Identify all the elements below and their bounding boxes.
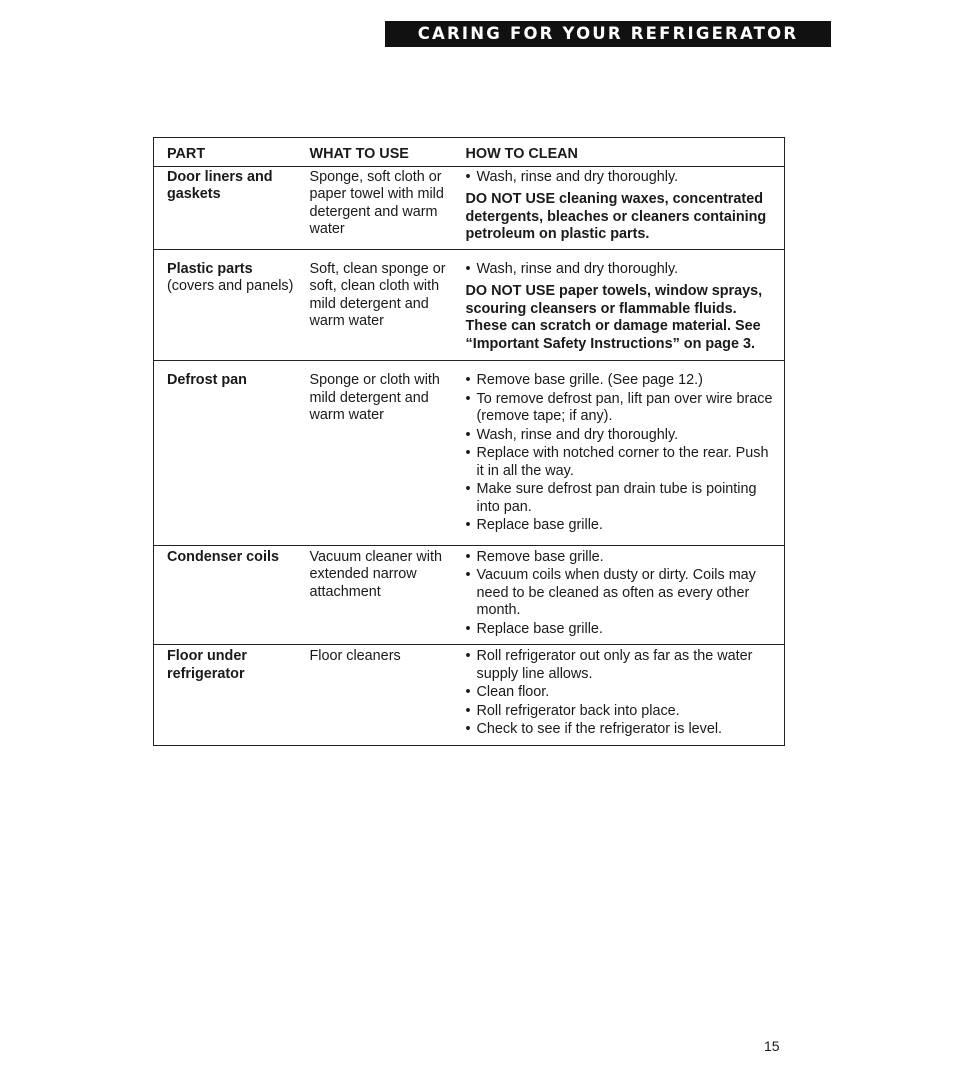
warning-text: DO NOT USE paper towels, window sprays, scouring cleansers or flammable fluids. These can scratch or damage material. See “Important Safety Instructions” on page 3. bbox=[465, 283, 763, 352]
cleaning-step: • Replace with notched corner to the rear. Push it in all the way. bbox=[466, 445, 775, 480]
cleaning-step: • Roll refrigerator out only as far as the water supply line allows. bbox=[466, 648, 775, 683]
cell-how-to-clean bbox=[466, 545, 785, 645]
header-part: PART bbox=[167, 146, 206, 162]
cleaning-step: • Vacuum coils when dusty or dirty. Coils may need to be cleaned as often as every other month. bbox=[466, 567, 775, 620]
table-row bbox=[154, 645, 785, 746]
header-what-to-use: WHAT TO USE bbox=[309, 146, 409, 162]
cell-how-to-clean bbox=[466, 645, 785, 746]
header-how-to-clean: HOW TO CLEAN bbox=[465, 146, 578, 162]
cleaning-step: • Remove base grille. bbox=[466, 549, 775, 567]
cell-what-to-use: Floor cleaners bbox=[310, 645, 466, 746]
table-row bbox=[154, 249, 785, 361]
cleaning-steps bbox=[466, 169, 775, 187]
table-body bbox=[154, 166, 785, 745]
cleaning-step: • Replace base grille. bbox=[466, 517, 775, 535]
cleaning-step: • Make sure defrost pan drain tube is pointing into pan. bbox=[466, 481, 775, 516]
part-name: Plastic parts bbox=[167, 260, 253, 277]
cell-what-to-use: Sponge, soft cloth or paper towel with mild detergent and warm water bbox=[310, 166, 466, 249]
table-row bbox=[154, 545, 785, 645]
cleaning-step: • Check to see if the refrigerator is level. bbox=[466, 721, 775, 739]
cleaning-step: • Clean floor. bbox=[466, 684, 775, 702]
cleaning-step: • Wash, rinse and dry thoroughly. bbox=[466, 427, 775, 445]
cell-how-to-clean bbox=[466, 361, 785, 546]
cell-part bbox=[154, 645, 310, 746]
cell-part bbox=[154, 545, 310, 645]
cleaning-steps bbox=[466, 261, 775, 279]
table-header-row bbox=[154, 138, 785, 167]
page-number: 15 bbox=[764, 1038, 780, 1054]
part-note: (covers and panels) bbox=[167, 278, 294, 294]
part-name: Condenser coils bbox=[167, 548, 279, 565]
cell-what-to-use: Vacuum cleaner with extended narrow attachment bbox=[310, 545, 466, 645]
cleaning-table bbox=[153, 137, 785, 746]
cleaning-step: • Wash, rinse and dry thoroughly. bbox=[466, 261, 775, 279]
cleaning-steps bbox=[466, 648, 775, 739]
table-row bbox=[154, 361, 785, 546]
section-banner: CARING FOR YOUR REFRIGERATOR bbox=[385, 21, 831, 47]
table-row bbox=[154, 166, 785, 249]
cleaning-step: • Replace base grille. bbox=[466, 621, 775, 639]
cell-part bbox=[154, 361, 310, 546]
warning-text: DO NOT USE cleaning waxes, concentrated detergents, bleaches or cleaners containing petroleum on plastic parts. bbox=[465, 191, 767, 242]
cleaning-step: • Wash, rinse and dry thoroughly. bbox=[466, 169, 775, 187]
part-name: Door liners and gaskets bbox=[167, 168, 273, 202]
cell-what-to-use: Sponge or cloth with mild detergent and warm water bbox=[310, 361, 466, 546]
cleaning-steps bbox=[466, 549, 775, 639]
cell-how-to-clean bbox=[466, 249, 785, 361]
cleaning-steps bbox=[466, 372, 775, 535]
cleaning-step: • Remove base grille. (See page 12.) bbox=[466, 372, 775, 390]
cell-part bbox=[154, 166, 310, 249]
cell-part bbox=[154, 249, 310, 361]
part-name: Defrost pan bbox=[167, 372, 247, 388]
cell-what-to-use: Soft, clean sponge or soft, clean cloth with mild detergent and warm water bbox=[310, 249, 466, 361]
cleaning-step: • Roll refrigerator back into place. bbox=[466, 703, 775, 721]
cell-how-to-clean bbox=[466, 166, 785, 249]
cleaning-step: • To remove defrost pan, lift pan over wire brace (remove tape; if any). bbox=[466, 391, 775, 426]
part-name: Floor under refrigerator bbox=[167, 648, 247, 682]
